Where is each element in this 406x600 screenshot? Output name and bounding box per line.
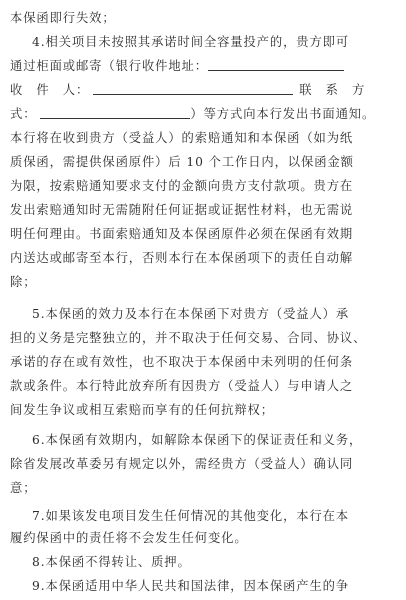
clause-5-line: 5.本保函的效力及本行在本保函下对贵方（受益人）承 bbox=[32, 307, 350, 321]
recipient-label: 收 件 人： bbox=[10, 83, 90, 97]
text-line: 本行将在收到贵方（受益人）的索赔通知和本保函（如为纸 bbox=[10, 131, 354, 145]
clause-6-line: 6.本保函有效期内，如解除本保函下的保证责任和义务， bbox=[32, 433, 363, 447]
address-line bbox=[10, 56, 396, 76]
text-line: 款或条件。本行特此放弃所有因贵方（受益人）与申请人之 bbox=[10, 379, 354, 393]
recipient-line bbox=[10, 80, 396, 100]
text-line: 承诺的存在或有效性，也不取决于本保函中未列明的任何条 bbox=[10, 355, 354, 369]
notice-method-text: ）等方式向本行发出书面通知。 bbox=[190, 107, 376, 121]
text-line: 除省发展改革委另有规定以外，需经贵方（受益人）确认同 bbox=[10, 457, 354, 471]
clause-7-line: 7.如果该发电项目发生任何情况的其他变化，本行在本 bbox=[32, 509, 350, 523]
clause-4-line: 4.相关项目未按照其承诺时间全容量投产的，贵方即可 bbox=[32, 35, 350, 49]
contact-label-tail: 式： bbox=[10, 107, 37, 121]
contact-label: 联 系 方 bbox=[299, 83, 366, 97]
text-line: 本保函即行失效； bbox=[10, 11, 116, 25]
text-line: 除； bbox=[10, 275, 37, 289]
text-line: 履约保函中的责任将不会发生任何变化。 bbox=[10, 531, 248, 545]
recipient-blank bbox=[93, 82, 293, 95]
text-line: 内送达或邮寄至本行，否则本行在本保函项下的责任自动解 bbox=[10, 251, 354, 265]
clause-9-line: 9.本保函适用中华人民共和国法律，因本保函产生的争 bbox=[32, 579, 350, 593]
text-line: 质保函，需提供保函原件）后 10 个工作日内，以保函金额 bbox=[10, 155, 354, 169]
text-line: 间发生争议或相互索赔而享有的任何抗辩权； bbox=[10, 403, 274, 417]
text-line: 为限，按索赔通知要求支付的金额向贵方支付款项。贵方在 bbox=[10, 179, 354, 193]
address-blank bbox=[208, 58, 344, 71]
contact-blank bbox=[40, 106, 190, 119]
contact-method-line bbox=[10, 104, 396, 124]
address-label: 通过柜面或邮寄（银行收件地址： bbox=[10, 59, 208, 73]
clause-8-line: 8.本保函不得转让、质押。 bbox=[32, 555, 191, 569]
text-line: 意； bbox=[10, 481, 37, 495]
text-line: 发出索赔通知时无需随附任何证据或证据性材料，也无需说 bbox=[10, 203, 354, 217]
text-line: 担的义务是完整独立的，并不取决于任何交易、合同、协议、 bbox=[10, 331, 367, 345]
text-line: 明任何理由。书面索赔通知及本保函原件必须在保函有效期 bbox=[10, 227, 354, 241]
